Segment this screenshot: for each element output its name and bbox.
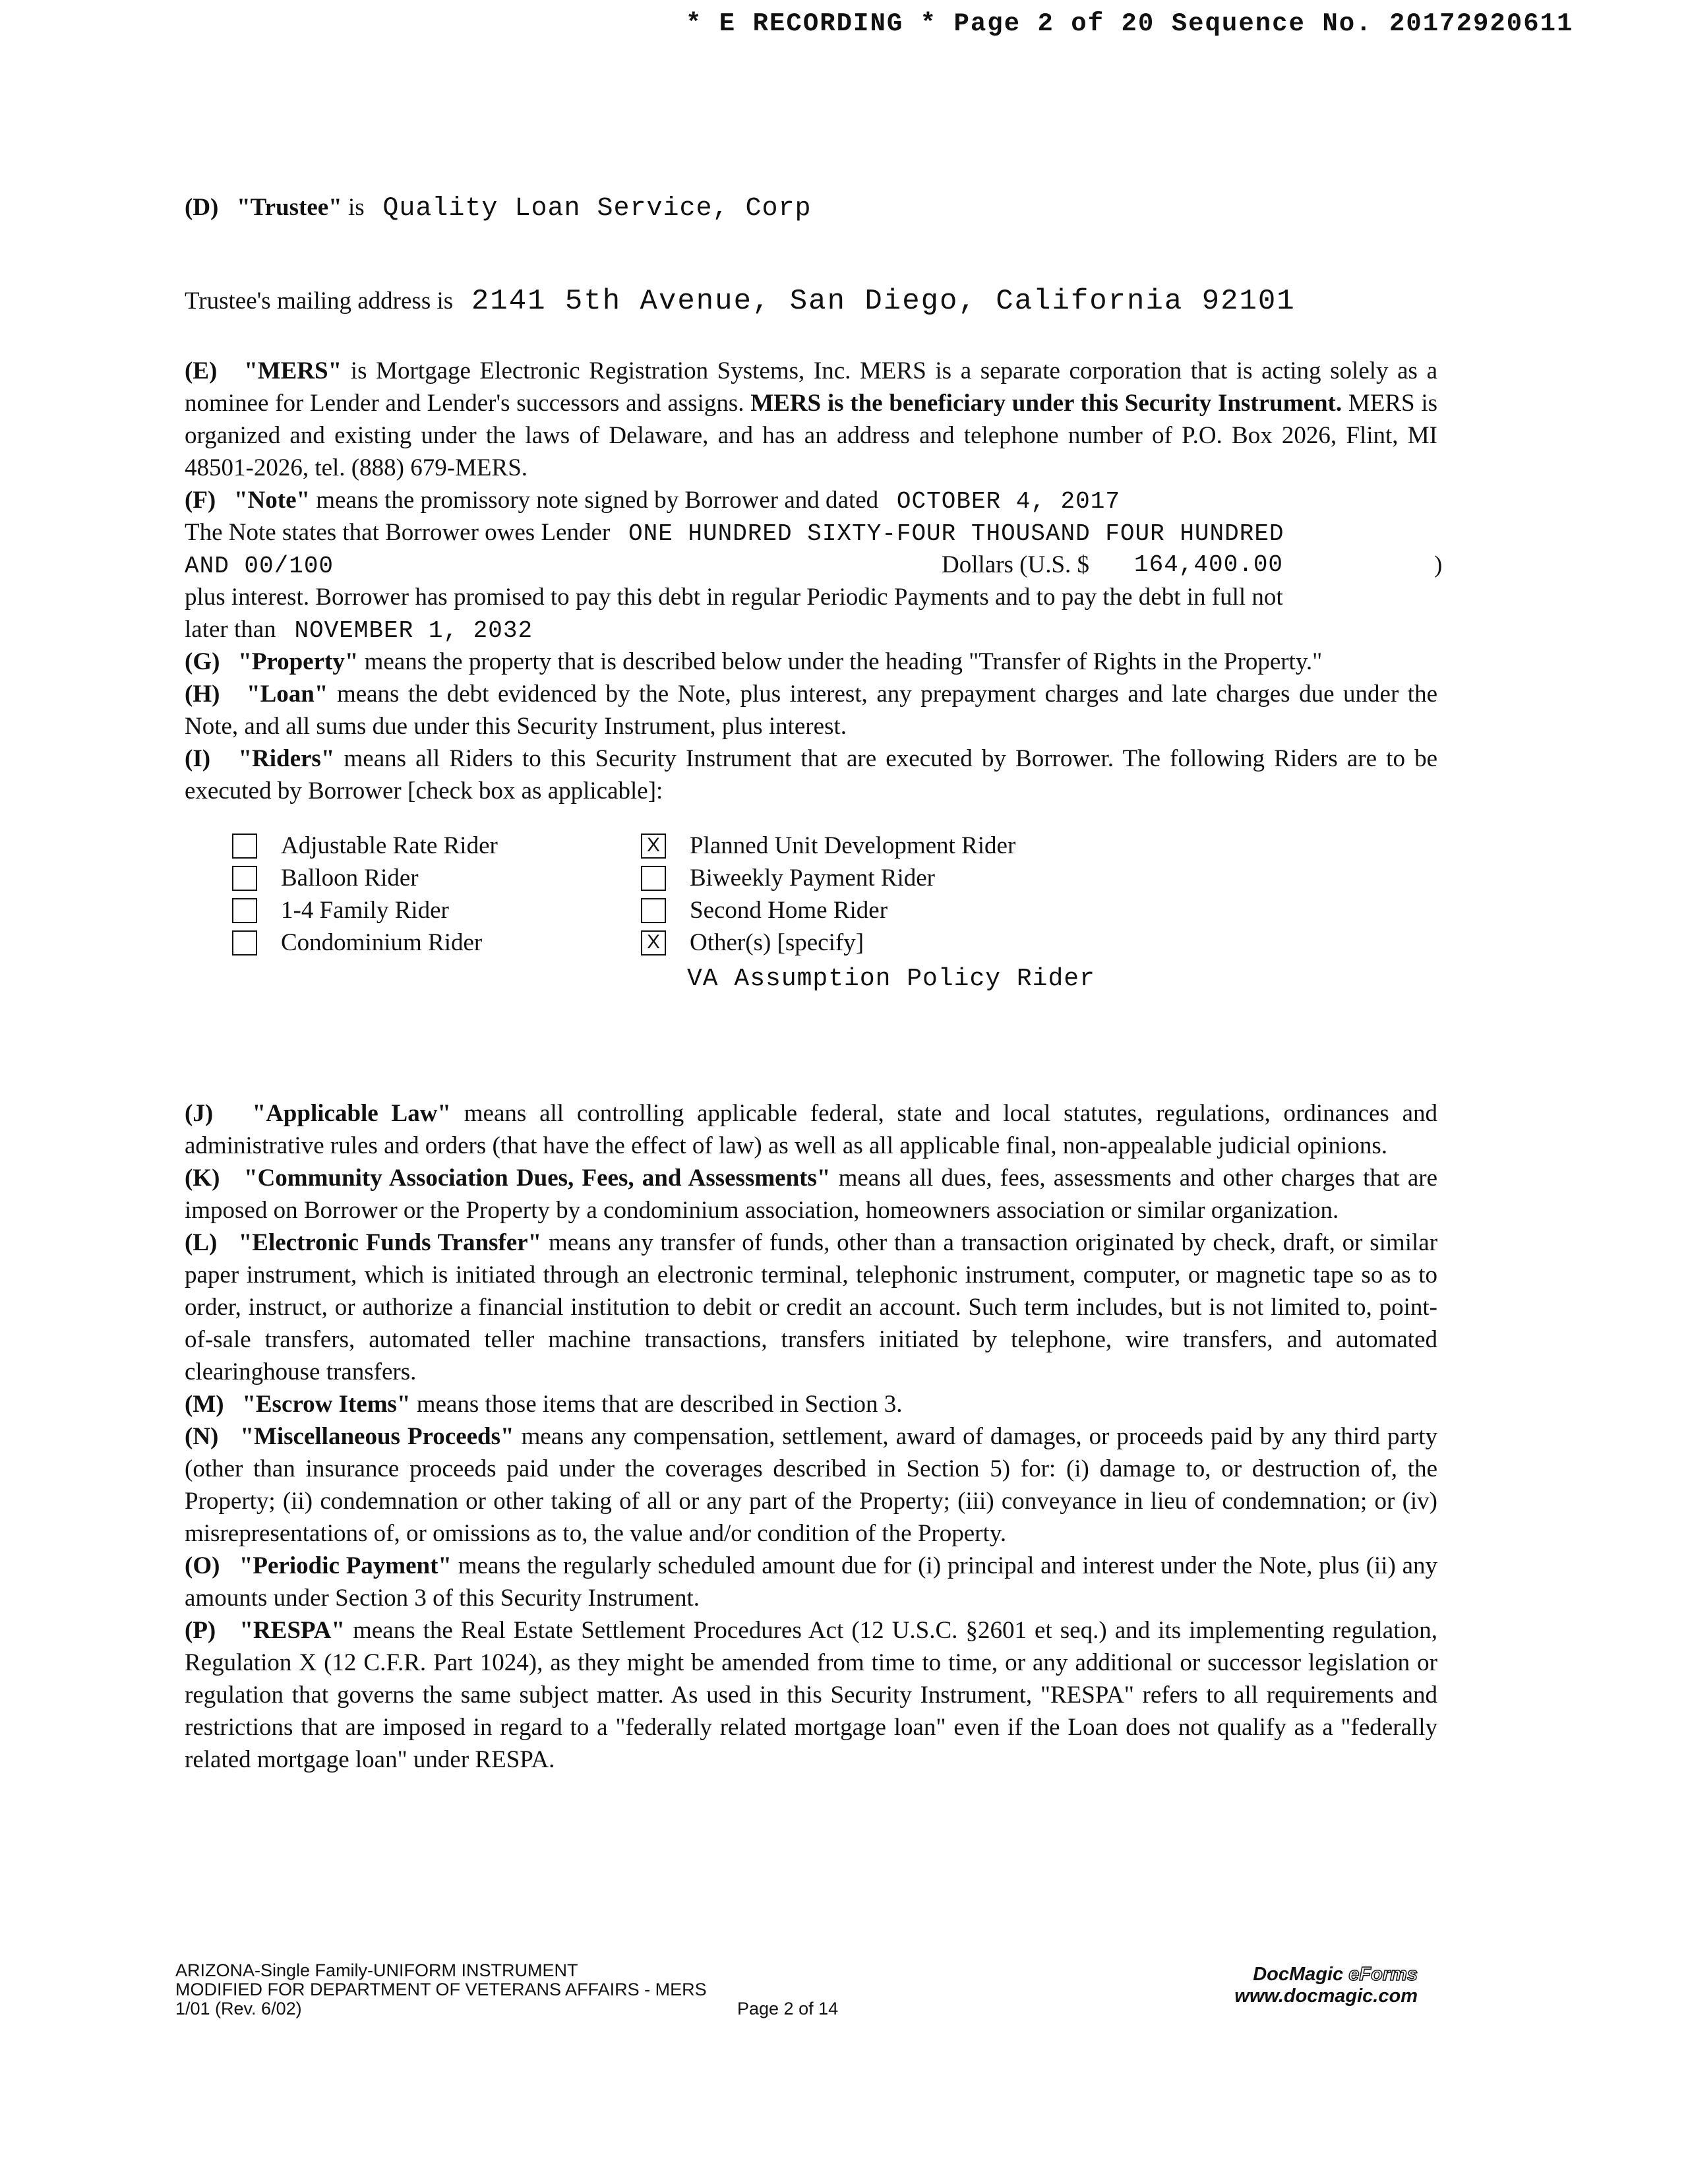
- rider-label: Other(s) [specify]: [690, 929, 864, 956]
- note-line-4: [185, 581, 1437, 613]
- rider-other: [641, 926, 864, 959]
- definition-term: "Electronic Funds Transfer": [238, 1229, 542, 1256]
- property-letter: (G): [185, 648, 220, 675]
- definition-term: "Escrow Items": [242, 1391, 411, 1418]
- definition-text: means all dues, fees, assessments and other charges that are imposed on Borrower or the Property by a condominium association, homeowners association or similar organization.: [185, 1165, 1438, 1224]
- checkbox[interactable]: [232, 930, 257, 956]
- trustee-letter: (D): [185, 194, 219, 221]
- note-close-paren: ): [1434, 551, 1443, 578]
- footer-revision-row: [175, 1999, 901, 2018]
- recording-header: * E RECORDING * Page 2 of 20 Sequence No. 20172920611: [686, 9, 1574, 38]
- note-term: "Note": [234, 487, 311, 514]
- checkbox[interactable]: [641, 866, 666, 891]
- trustee-name: Quality Loan Service, Corp: [382, 194, 812, 224]
- definition-periodic-payment: [185, 1550, 1437, 1614]
- riders-term: "Riders": [238, 745, 335, 772]
- definition-letter: (M): [185, 1391, 224, 1418]
- definitions-bottom: [185, 1097, 1437, 1776]
- riders-text: means all Riders to this Security Instrument that are executed by Borrower. The following Riders are to be executed by Borrower [check box as applicable]:: [185, 745, 1438, 804]
- definition-text: means any compensation, settlement, award of damages, or proceeds paid by any third party (other than insurance proceeds paid under the coverages described in Section 5) for: (i) damage to, or destruction of, the Property; (ii) condemnation or other taking of all or any part of the Property; (iii) conveyance in lieu of condemnation; or (iv) misrepresentations of, or omissions as to, the value and/or condition of the Property.: [185, 1423, 1438, 1547]
- loan-text: means the debt evidenced by the Note, plus interest, any prepayment charges and late charges due under the Note, and all sums due under this Security Instrument, plus interest.: [185, 681, 1438, 740]
- note-line-1: [185, 484, 1437, 516]
- loan-term: "Loan": [247, 681, 328, 708]
- rider-biweekly-payment: [641, 862, 935, 894]
- definition-term: "Periodic Payment": [239, 1552, 452, 1579]
- mers-term: "MERS": [244, 357, 342, 384]
- definition-text: means the Real Estate Settlement Procedures Act (12 U.S.C. §2601 et seq.) and its implementing regulation, Regulation X (12 C.F.R. Part 1024), as they might be amended from time to time, or any additional or successor legislation or regulation that governs the same subject matter. As used in this Security Instrument, "RESPA" refers to all requirements and restrictions that are imposed in regard to a "federally related mortgage loan" even if the Loan does not qualify as a "federally related mortgage loan" under RESPA.: [185, 1617, 1438, 1773]
- definition-text: means all controlling applicable federal, state and local statutes, regulations, ordinances and administrative rules and orders (that have the effect of law) as well as all applicable final, non-appealable judicial opinions.: [185, 1100, 1438, 1159]
- definition-term: "Miscellaneous Proceeds": [240, 1423, 514, 1450]
- rider-label: 1-4 Family Rider: [281, 897, 449, 924]
- docmagic-logo: [1220, 1964, 1418, 1986]
- rider-other-specify: VA Assumption Policy Rider: [687, 965, 1095, 993]
- definition-loan: [185, 678, 1437, 743]
- definition-community-association: [185, 1162, 1437, 1227]
- form-footer: [175, 1961, 901, 2018]
- definition-term: "RESPA": [239, 1617, 346, 1644]
- note-text-1: means the promissory note signed by Borrower and dated: [316, 487, 879, 514]
- checkbox[interactable]: [641, 898, 666, 923]
- definition-applicable-law: [185, 1097, 1437, 1162]
- riders-letter: (I): [185, 745, 211, 772]
- definition-mers: [185, 355, 1437, 484]
- definition-term: "Applicable Law": [252, 1100, 451, 1127]
- mers-text-1: is Mortgage Electronic Registration Systems, Inc. MERS is a separate corporation that is acting solely as a nominee for Lender and Lender's successors and assigns.: [185, 357, 1437, 417]
- note-maturity-date: NOVEMBER 1, 2032: [294, 617, 533, 644]
- definition-respa: [185, 1614, 1437, 1776]
- checkbox[interactable]: [232, 834, 257, 859]
- rider-label: Balloon Rider: [281, 864, 419, 892]
- trustee-address: 2141 5th Avenue, San Diego, California 92101: [471, 285, 1296, 318]
- note-date: OCTOBER 4, 2017: [896, 488, 1120, 515]
- footer-form-title: ARIZONA-Single Family-UNIFORM INSTRUMENT: [175, 1960, 578, 1980]
- loan-letter: (H): [185, 681, 220, 708]
- trustee-address-section: [185, 285, 1437, 324]
- footer-revision: 1/01 (Rev. 6/02): [175, 1999, 302, 2018]
- definition-letter: (N): [185, 1423, 219, 1450]
- checkbox[interactable]: [232, 898, 257, 923]
- definition-text: means the regularly scheduled amount due for (i) principal and interest under the Note, plus (ii) any amounts under Section 3 of this Security Instrument.: [185, 1552, 1438, 1612]
- definition-letter: (K): [185, 1165, 220, 1192]
- property-text: means the property that is described below under the heading "Transfer of Rights in the Property.": [364, 648, 1323, 675]
- trustee-address-label: Trustee's mailing address is: [185, 288, 454, 315]
- note-text-2: plus interest. Borrower has promised to pay this debt in regular Periodic Payments and to pay the debt in full not: [185, 584, 1283, 611]
- mers-text-2: MERS is organized and existing under the laws of Delaware, and has an address and telephone number of P.O. Box 2026, Flint, MI 48501-2026, tel. (888) 679-MERS.: [185, 390, 1438, 481]
- definitions-top: [185, 355, 1443, 807]
- footer-page-number: Page 2 of 14: [737, 1999, 839, 2018]
- note-amount-words-2: AND 00/100: [185, 553, 334, 580]
- docmagic-branding: [1220, 1964, 1418, 2007]
- trustee-section: [185, 191, 1437, 231]
- definition-escrow-items: [185, 1388, 1437, 1420]
- rider-label: Second Home Rider: [690, 897, 888, 924]
- note-dollars-label: Dollars (U.S. $: [942, 551, 1090, 578]
- definition-electronic-funds-transfer: [185, 1227, 1437, 1388]
- definition-property: [185, 646, 1437, 678]
- rider-second-home: [641, 894, 888, 926]
- docmagic-eforms: eForms: [1348, 1964, 1418, 1985]
- definition-letter: (P): [185, 1617, 216, 1644]
- trustee-is: is: [347, 194, 365, 221]
- definition-letter: (L): [185, 1229, 218, 1256]
- definition-letter: (J): [185, 1100, 214, 1127]
- docmagic-website: www.docmagic.com: [1234, 1986, 1418, 2007]
- rider-label: Planned Unit Development Rider: [690, 832, 1016, 859]
- rider-planned-unit-development: [641, 830, 1015, 862]
- rider-balloon: [232, 862, 419, 894]
- definition-text: means any transfer of funds, other than a transaction originated by check, draft, or similar paper instrument, which is initiated through an electronic terminal, telephonic instrument, computer, or magnetic tape so as to order, instruct, or authorize a financial institution to debit or credit an account. Such term includes, but is not limited to, point-of-sale transfers, automated teller machine transactions, transfers initiated by telephone, wire transfers, and automated clearinghouse transfers.: [185, 1229, 1438, 1385]
- mers-letter: (E): [185, 357, 218, 384]
- note-line-5: [185, 613, 1437, 646]
- note-later-than: later than: [185, 616, 276, 643]
- rider-label: Condominium Rider: [281, 929, 483, 956]
- rider-1-4-family: [232, 894, 449, 926]
- docmagic-brand: DocMagic: [1253, 1964, 1344, 1985]
- note-amount: 164,400.00: [1134, 551, 1284, 578]
- note-line-2: [185, 516, 1437, 549]
- definition-term: "Community Association Dues, Fees, and Assessments": [244, 1165, 831, 1192]
- property-term: "Property": [238, 648, 359, 675]
- definition-letter: (O): [185, 1552, 220, 1579]
- note-letter: (F): [185, 487, 216, 514]
- checkbox[interactable]: [232, 866, 257, 891]
- trustee-term: "Trustee": [237, 194, 342, 221]
- definition-text: means those items that are described in Section 3.: [416, 1391, 903, 1418]
- checkbox[interactable]: X: [641, 930, 666, 956]
- definition-miscellaneous-proceeds: [185, 1420, 1437, 1550]
- rider-adjustable-rate: [232, 830, 498, 862]
- note-amount-words-1: ONE HUNDRED SIXTY-FOUR THOUSAND FOUR HUNDRED: [628, 520, 1284, 547]
- rider-condominium: [232, 926, 482, 959]
- footer-form-subtitle: MODIFIED FOR DEPARTMENT OF VETERANS AFFAIRS - MERS: [175, 1980, 707, 1999]
- definition-riders: [185, 743, 1437, 807]
- note-owes-text: The Note states that Borrower owes Lender: [185, 519, 611, 546]
- mers-beneficiary-statement: MERS is the beneficiary under this Security Instrument.: [750, 390, 1342, 417]
- note-line-3: [185, 549, 1443, 581]
- rider-label: Biweekly Payment Rider: [690, 864, 935, 892]
- rider-label: Adjustable Rate Rider: [281, 832, 498, 859]
- checkbox[interactable]: X: [641, 834, 666, 859]
